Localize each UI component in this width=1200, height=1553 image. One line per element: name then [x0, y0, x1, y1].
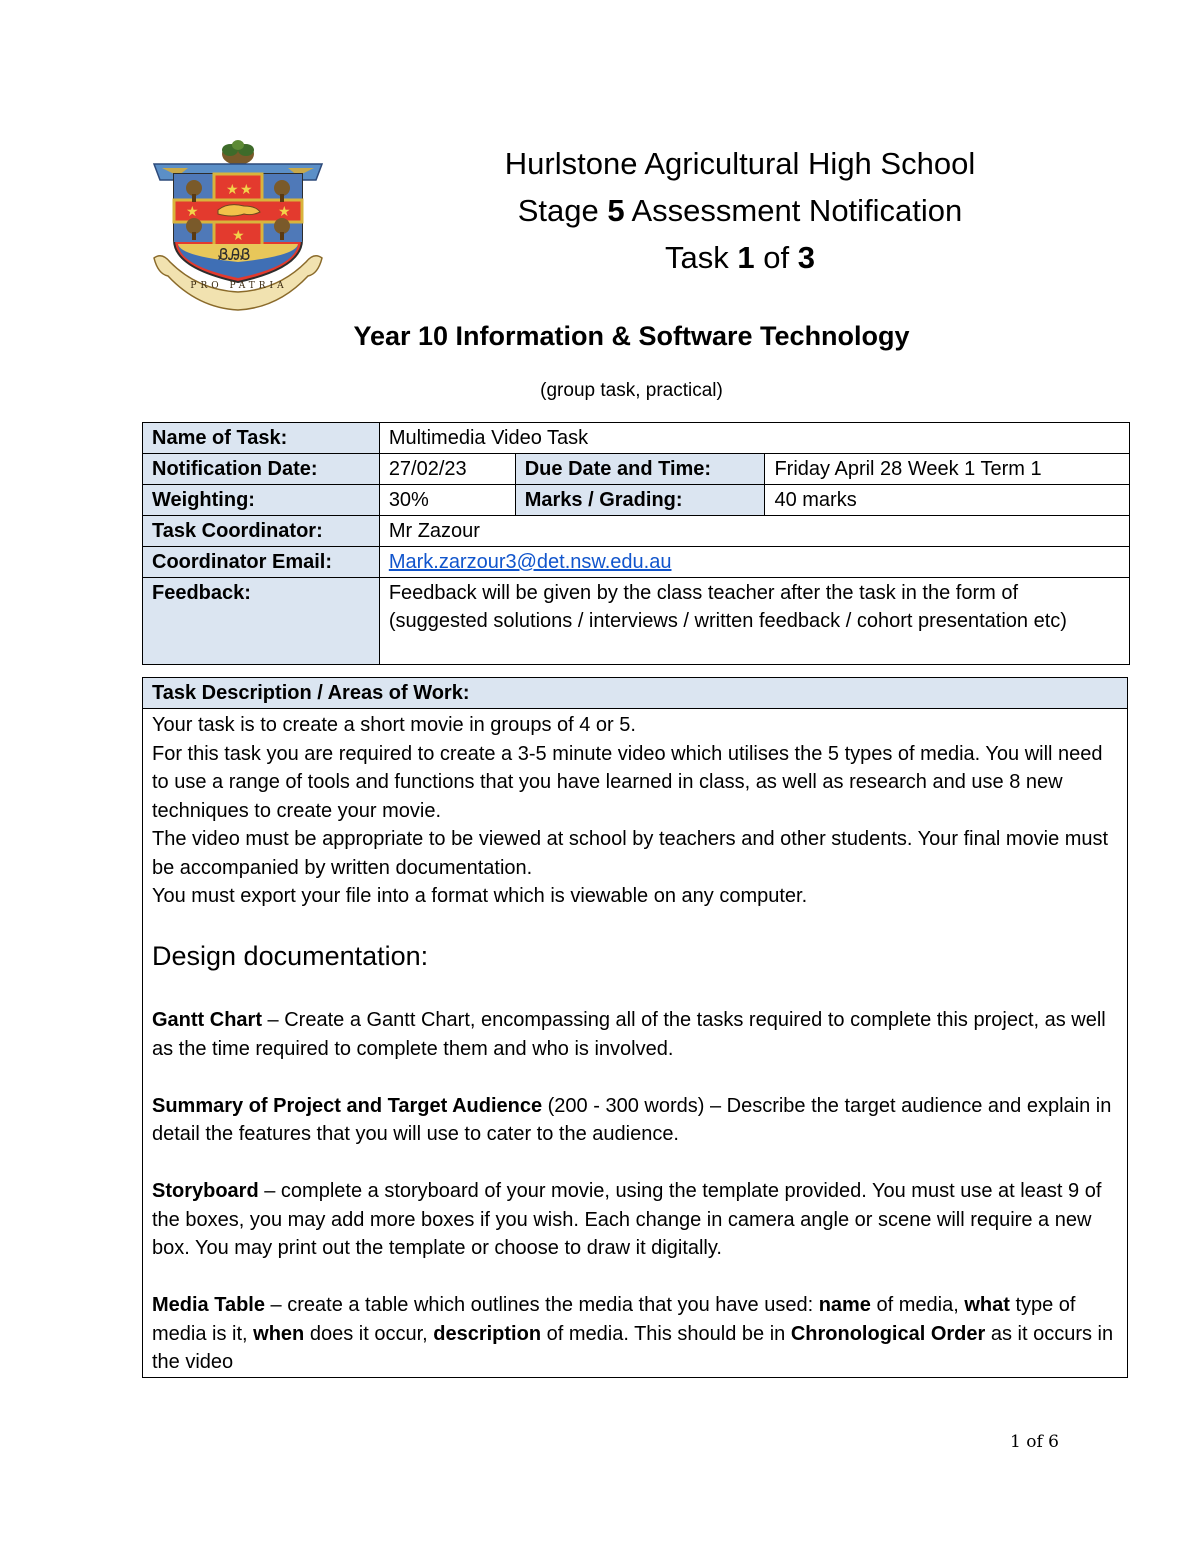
summary-item: Summary of Project and Target Audience (200 - 300 words) – Describe the target audience and explain in detail the features that you will use to cater to the audience.	[152, 1094, 1112, 1145]
feedback-label: Feedback:	[143, 578, 380, 665]
feedback-value: Feedback will be given by the class teacher after the task in the form of (suggested solutions / interviews / written feedback / cohort presentation etc)	[379, 578, 1129, 665]
notification-date-value: 27/02/23	[379, 454, 515, 485]
table-row	[143, 454, 1130, 485]
storyboard-item: Storyboard – complete a storyboard of your movie, using the template provided. You must use at least 9 of the boxes, you may add more boxes if you wish. Each change in camera angle or scene will require a new box. You may print out the template or choose to draw it digitally.	[152, 1180, 1102, 1259]
description-paragraph: You must export your file into a format which is viewable on any computer.	[152, 885, 808, 907]
weighting-label: Weighting:	[143, 485, 380, 516]
svg-text:★: ★	[232, 228, 245, 244]
task-type: (group task, practical)	[540, 380, 723, 401]
table-row	[143, 547, 1130, 578]
table-row	[143, 709, 1128, 1378]
task-coordinator-label: Task Coordinator:	[143, 516, 380, 547]
task-description-table	[142, 677, 1128, 1378]
marks-grading-label: Marks / Grading:	[515, 485, 765, 516]
task-description-heading: Task Description / Areas of Work:	[143, 678, 1128, 709]
description-paragraph: The video must be appropriate to be viewed at school by teachers and other students. Your final movie must be accompanied by written documentation.	[152, 828, 1109, 879]
name-of-task-label: Name of Task:	[143, 423, 380, 454]
description-paragraph: For this task you are required to create a 3-5 minute video which utilises the 5 types of media. You will need to use a range of tools and functions that you have learned in class, as well as research and use 8 new techniques to create your movie.	[152, 742, 1103, 822]
assessment-notification-line: Stage 5 Assessment Notification	[517, 193, 963, 228]
marks-grading-value: 40 marks	[765, 485, 1130, 516]
crest-motto: PRO PATRIA	[190, 281, 288, 291]
school-name: Hurlstone Agricultural High School	[504, 146, 976, 181]
name-of-task-value: Multimedia Video Task	[379, 423, 1129, 454]
table-row	[143, 578, 1130, 665]
weighting-value: 30%	[379, 485, 515, 516]
gantt-chart-item: Gantt Chart – Create a Gantt Chart, encompassing all of the tasks required to complete this project, as well as the time required to complete them and who is involved.	[152, 1009, 1106, 1060]
coordinator-email-label: Coordinator Email:	[143, 547, 380, 578]
task-count-line: Task 1 of 3	[665, 240, 815, 275]
due-date-label: Due Date and Time:	[515, 454, 765, 485]
coordinator-email-link[interactable]: Mark.zarzour3@det.nsw.edu.au	[388, 551, 672, 573]
design-documentation-heading: Design documentation:	[152, 940, 429, 971]
task-description-body	[143, 709, 1128, 1378]
description-paragraph: Your task is to create a short movie in groups of 4 or 5.	[152, 714, 636, 736]
svg-text:★: ★	[278, 204, 291, 220]
svg-text:ᏰᎯᏰ: ᏰᎯᏰ	[218, 245, 251, 264]
school-crest-logo	[148, 140, 328, 320]
svg-text:★: ★	[240, 182, 253, 198]
document-header	[340, 140, 1140, 281]
media-table-item: Media Table – create a table which outlines the media that you have used: name of media, what type of media is it, when does it occur, description of media. This should be in Chronological Order as it occurs in the video	[152, 1294, 1114, 1373]
table-row	[143, 485, 1130, 516]
task-info-table	[142, 422, 1130, 665]
table-row	[143, 516, 1130, 547]
table-row	[143, 678, 1128, 709]
table-row	[143, 423, 1130, 454]
page-number: 1 of 6	[1010, 1432, 1059, 1452]
task-coordinator-value: Mr Zazour	[379, 516, 1129, 547]
svg-text:★: ★	[226, 182, 239, 198]
svg-text:★: ★	[186, 204, 199, 220]
due-date-value: Friday April 28 Week 1 Term 1	[765, 454, 1130, 485]
notification-date-label: Notification Date:	[143, 454, 380, 485]
course-title: Year 10 Information & Software Technology	[353, 321, 910, 351]
